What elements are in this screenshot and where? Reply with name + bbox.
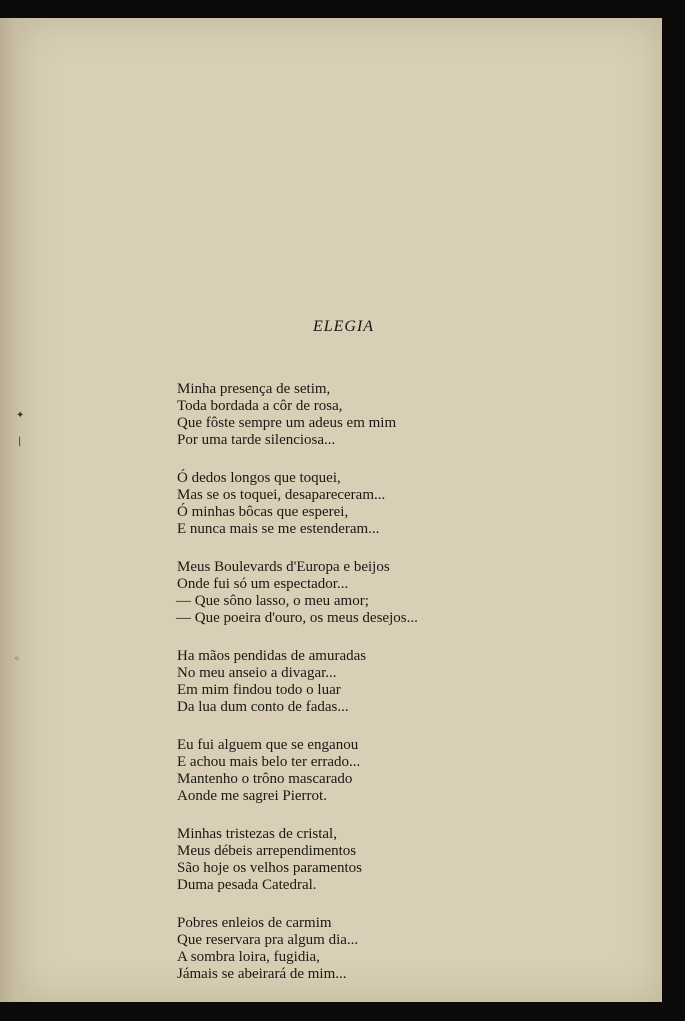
poem-line: Que reservara pra algum dia...	[177, 932, 359, 948]
poem-line: — Que poeira d'ouro, os meus desejos...	[176, 610, 418, 626]
poem-line: Por uma tarde silenciosa...	[177, 432, 336, 448]
poem-line: Meus débeis arrependimentos	[177, 843, 357, 859]
poem-line: E nunca mais se me estenderam...	[177, 521, 380, 537]
poem-line: São hoje os velhos paramentos	[177, 860, 362, 876]
poem-line: Duma pesada Catedral.	[177, 877, 317, 893]
poem-line: Onde fui só um espectador...	[177, 576, 349, 592]
poem-line: Pobres enleios de carmim	[177, 915, 332, 931]
stanza	[177, 470, 497, 538]
poem-line: Meus Boulevards d'Europa e beijos	[177, 559, 390, 575]
poem-line: Mantenho o trôno mascarado	[177, 771, 353, 787]
stanza	[177, 648, 497, 716]
binding-mark: |	[18, 436, 22, 447]
poem-line: Mas se os toquei, desapareceram...	[177, 487, 386, 503]
stanza	[177, 826, 497, 894]
poem-body	[177, 381, 497, 1004]
stanza	[177, 737, 497, 805]
poem-line: No meu anseio a divagar...	[177, 665, 337, 681]
poem-line: Ha mãos pendidas de amuradas	[177, 648, 367, 664]
poem-line: Da lua dum conto de fadas...	[177, 699, 349, 715]
poem-line: Eu fui alguem que se enganou	[177, 737, 359, 753]
poem-line: Jámais se abeirará de mim...	[177, 966, 347, 982]
poem-line: Ó minhas bôcas que esperei,	[177, 504, 349, 520]
poem-line: Aonde me sagrei Pierrot.	[177, 788, 327, 804]
poem-line: Toda bordada a côr de rosa,	[177, 398, 343, 414]
poem-line: E achou mais belo ter errado...	[177, 754, 361, 770]
stanza	[177, 381, 497, 449]
poem-line: A sombra loira, fugidia,	[177, 949, 320, 965]
poem-line: Que fôste sempre um adeus em mim	[177, 415, 397, 431]
poem-line: — Que sôno lasso, o meu amor;	[176, 593, 369, 609]
poem-line: Ó dedos longos que toquei,	[177, 470, 341, 486]
binding-mark: ◦	[14, 654, 20, 665]
poem-line: Em mim findou todo o luar	[177, 682, 341, 698]
poem-line: Minha presença de setim,	[177, 381, 331, 397]
poem-line: Minhas tristezas de cristal,	[177, 826, 337, 842]
stanza	[177, 915, 497, 983]
binding-mark: ✦	[16, 410, 25, 421]
stanza	[177, 559, 497, 627]
poem-title: ELEGIA	[312, 318, 375, 335]
